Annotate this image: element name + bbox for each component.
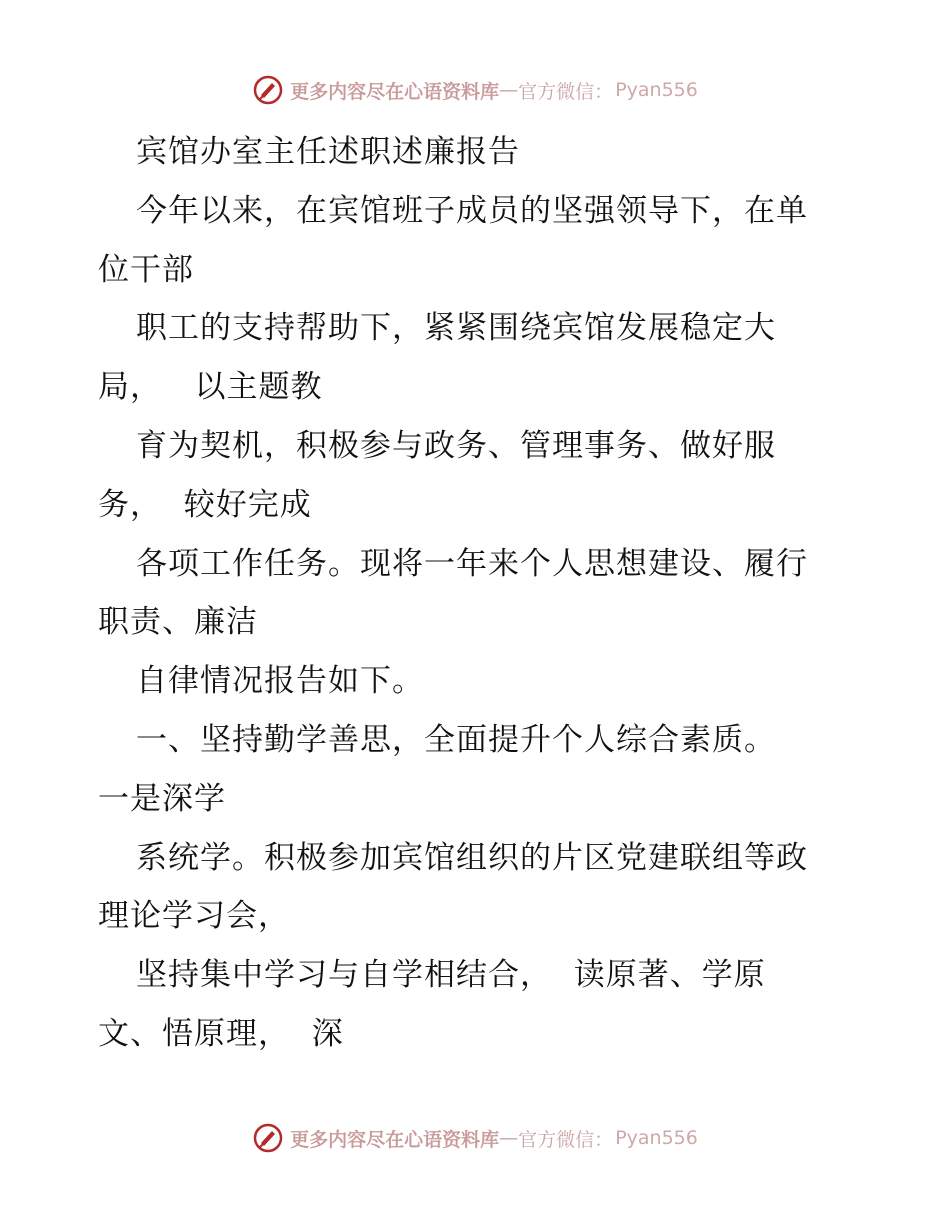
doc-line: 职工的支持帮助下，紧紧围绕宾馆发展稳定大 [136, 310, 776, 347]
header-watermark [0, 70, 950, 110]
doc-line: 一是深学 [98, 780, 226, 817]
watermark-wechat-label: 官方微信： [518, 80, 614, 103]
watermark-main-text: 更多内容尽在心语资料库 [290, 1128, 500, 1151]
brand-logo-icon [252, 1122, 284, 1154]
watermark-dash: — [499, 1127, 519, 1149]
doc-line: 务， 较好完成 [98, 486, 312, 523]
doc-line: 坚持集中学习与自学相结合， 读原著、学原 [136, 957, 766, 994]
doc-line: 各项工作任务。现将一年来个人思想建设、履行 [136, 545, 808, 582]
doc-line: 局， 以主题教 [98, 369, 323, 406]
section-heading: 一、坚持勤学善思，全面提升个人综合素质。 [136, 721, 776, 758]
doc-line: 育为契机，积极参与政务、管理事务、做好服 [136, 427, 776, 464]
watermark-wechat-id: Pyan556 [615, 79, 698, 101]
footer-watermark [0, 1118, 950, 1158]
doc-line: 职责、廉洁 [98, 604, 258, 641]
document-title: 宾馆办室主任述职述廉报告 [136, 134, 520, 170]
watermark-wechat-label: 官方微信： [518, 1128, 614, 1151]
doc-line: 今年以来，在宾馆班子成员的坚强领导下，在单 [136, 192, 808, 229]
doc-line: 文、悟原理， 深 [98, 1015, 344, 1052]
doc-line: 理论学习会， [98, 898, 290, 935]
brand-logo-icon [252, 74, 284, 106]
document-body [98, 123, 858, 1064]
watermark-wechat-id: Pyan556 [615, 1127, 698, 1149]
doc-line: 自律情况报告如下。 [136, 663, 424, 700]
doc-line: 系统学。积极参加宾馆组织的片区党建联组等政 [136, 839, 808, 876]
doc-line: 位干部 [98, 251, 194, 288]
watermark-dash: — [499, 79, 519, 101]
watermark-main-text: 更多内容尽在心语资料库 [290, 80, 500, 103]
